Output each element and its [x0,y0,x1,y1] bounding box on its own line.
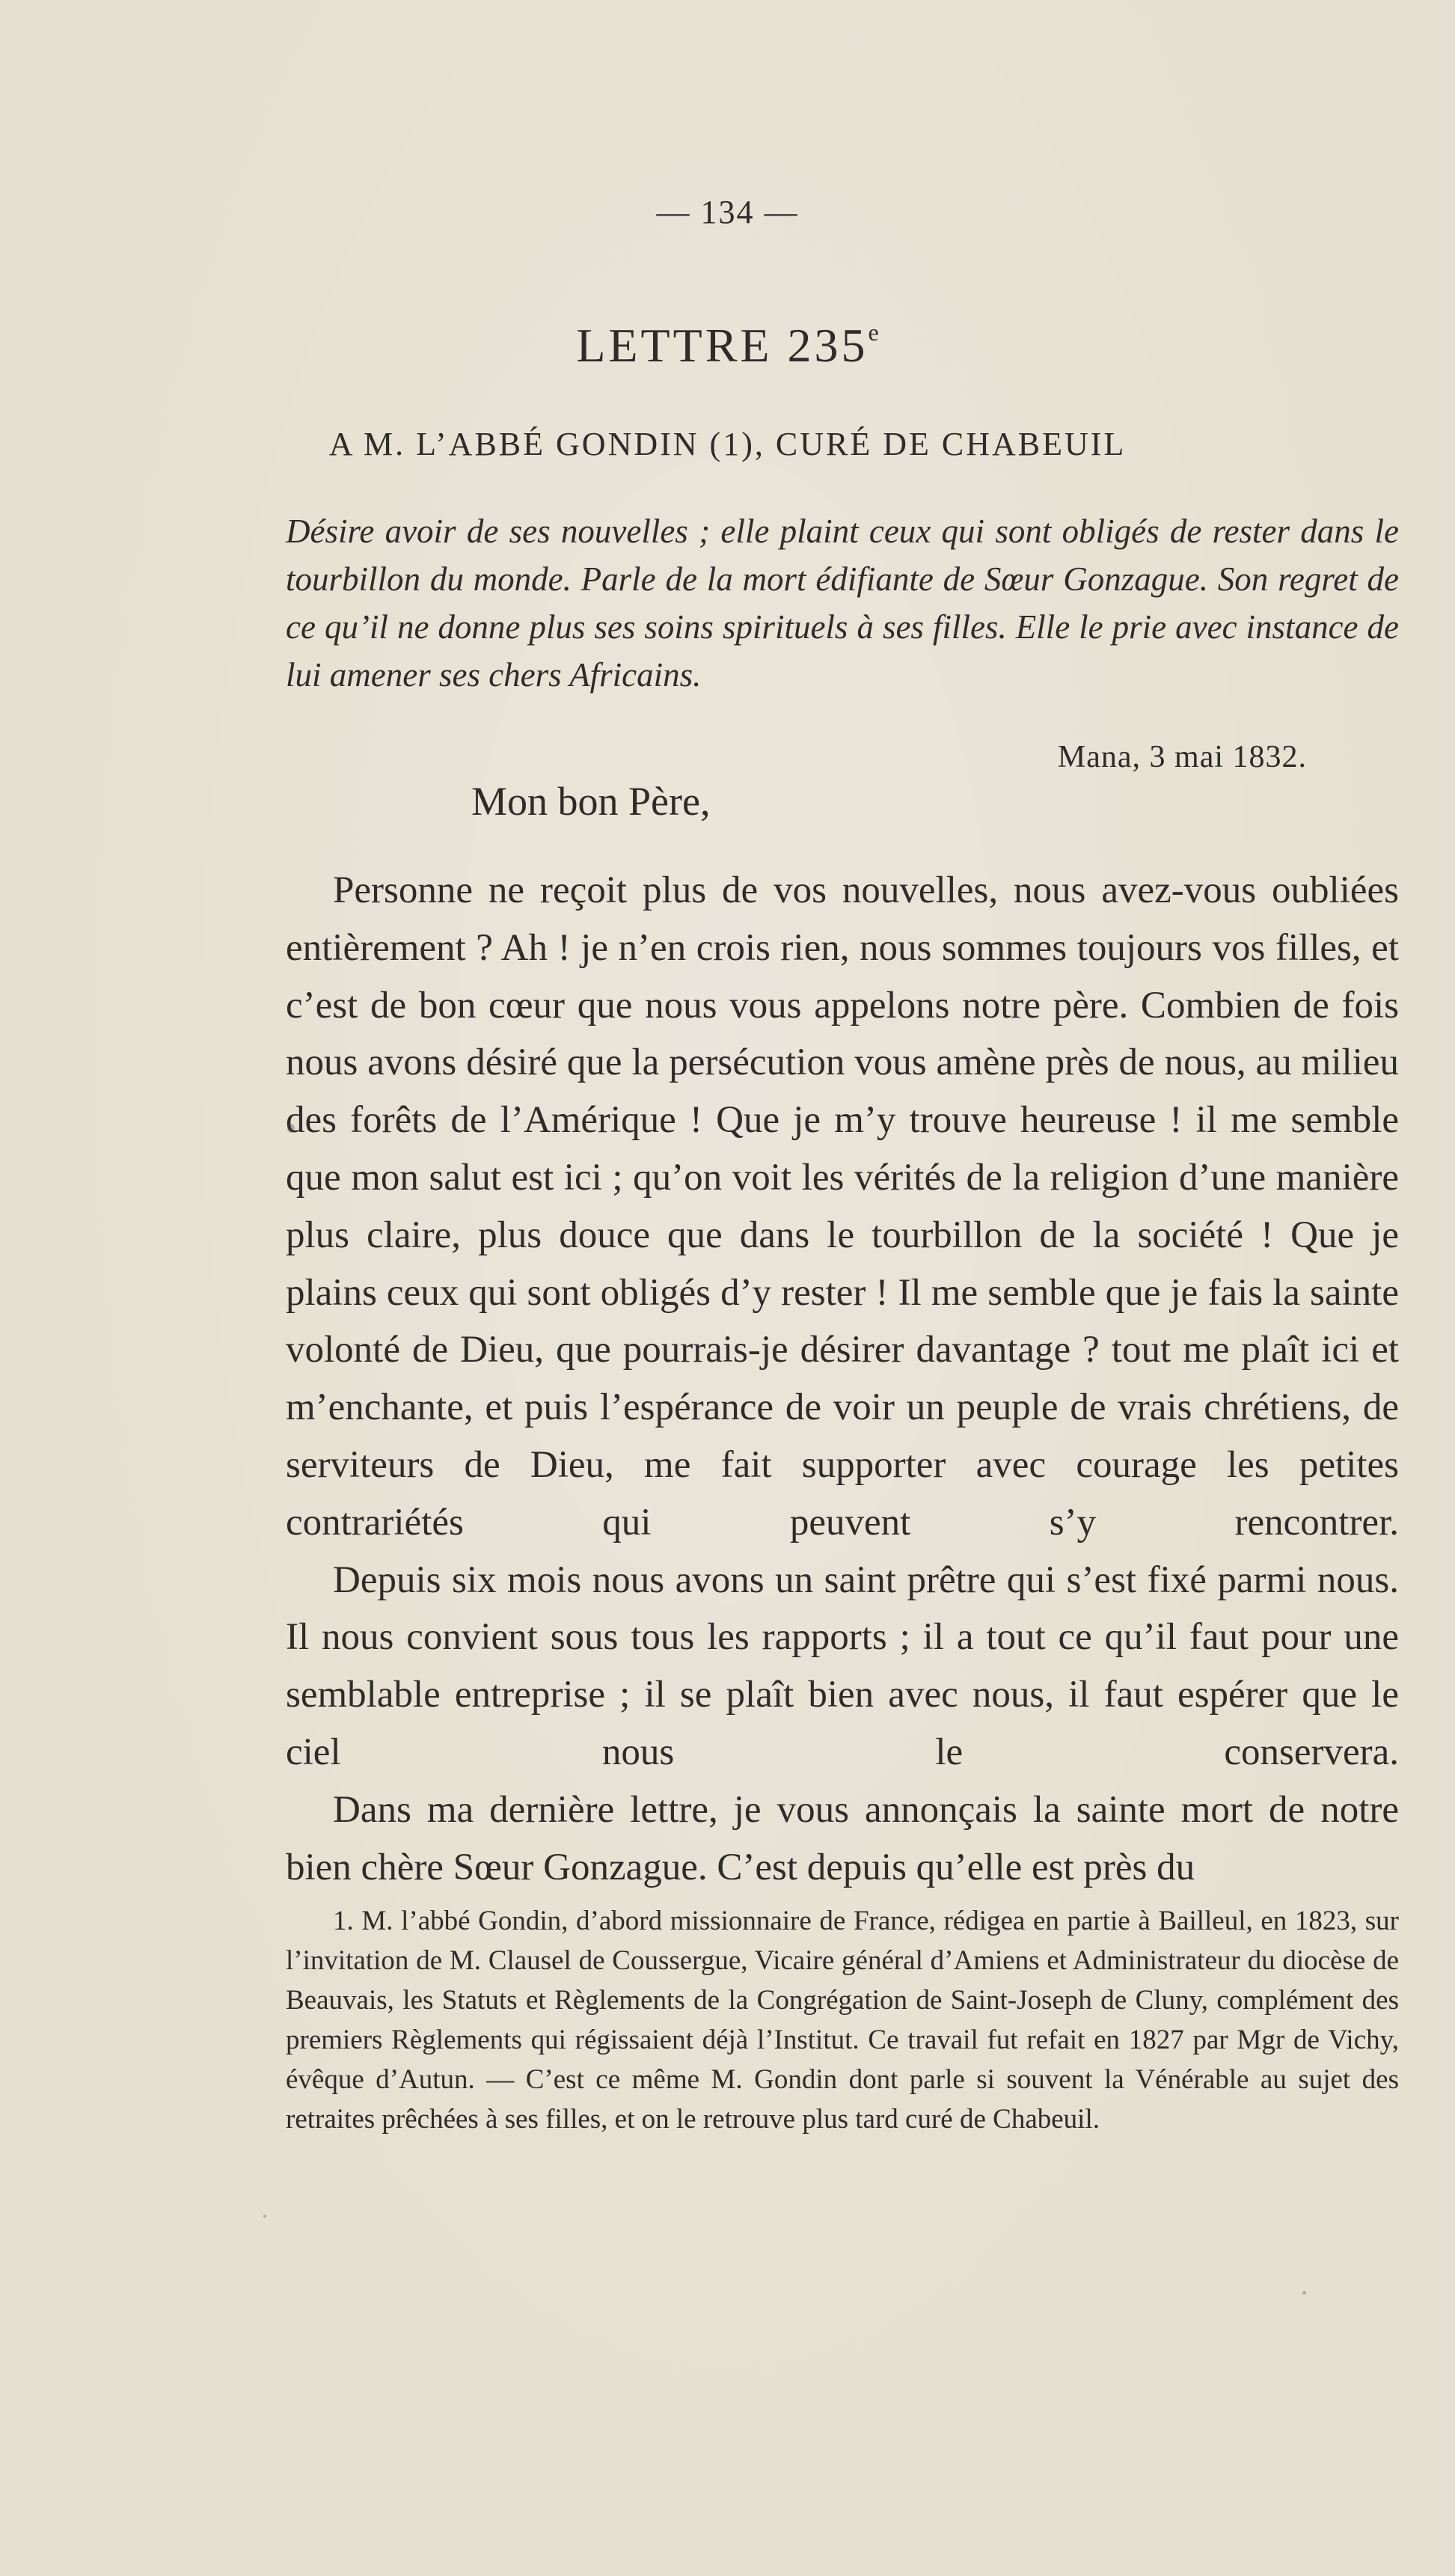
letter-body [286,862,1399,1896]
letter-title-text: LETTRE 235 [576,319,869,372]
footnote: 1. M. l’abbé Gondin, d’abord missionnaire de France, rédigea en partie à Bailleul, en 1823, sur l’invitation de M. Clausel de Coussergue, Vicaire général d’Amiens et Administrateur du diocèse de Beauvais, les Statuts et Règlements de la Congrégation de Saint-Joseph de Cluny, complément des premiers Règlements qui régissaient déjà l’Institut. Ce travail fut refait en 1827 par Mgr de Vichy, évêque d’Autun. — C’est ce même M. Gondin dont parle si souvent la Vénérable au sujet des retraites prêchées à ses filles, et on le retrouve plus tard curé de Chabeuil. [286,1906,1399,2135]
salutation: Mon bon Père, [471,779,711,824]
body-paragraph: Depuis six mois nous avons un saint prêtre qui s’est fixé parmi nous. Il nous convient sous tous les rapports ; il a tout ce qu’il faut pour une semblable entreprise ; il se plaît bien avec nous, il faut espérer que le ciel nous le conservera. [286,1558,1399,1773]
letter-recipient: A M. L’ABBÉ GONDIN (1), CURÉ DE CHABEUIL [328,426,1127,462]
paper-speck [287,1124,295,1133]
body-paragraph: Personne ne reçoit plus de vos nouvelles, nous avez-vous oubliées entièrement ? Ah ! je n’en crois rien, nous sommes toujours vos filles, et c’est de bon cœur que nous vous appelons notre père. Combien de fois nous avons désiré que la persécution vous amène près de nous, au milieu des forêts de l’Amérique ! Que je m’y trouve heureuse ! il me semble que mon salut est ici ; qu’on voit les vérités de la religion d’une manière plus claire, plus douce que dans le tourbillon de la société ! Que je plains ceux qui sont obligés d’y rester ! Il me semble que je fais la sainte volonté de Dieu, que pourrais-je désirer davantage ? tout me plaît ici et m’enchante, et puis l’espérance de voir un peuple de vrais chrétiens, de serviteurs de Dieu, me fait supporter avec courage les petites contrariétés qui peuvent s’y rencontrer. [286,869,1399,1544]
page-number: — 134 — [656,194,799,230]
place-date: Mana, 3 mai 1832. [1057,740,1307,774]
paper-speck [1302,2291,1306,2295]
letter-title-superscript: e [868,319,879,346]
body-paragraph: Dans ma dernière lettre, je vous annonçais la sainte mort de notre bien chère Sœur Gonzague. C’est depuis qu’elle est près du [286,1788,1399,1888]
letter-title [0,318,1455,373]
letter-summary: Désire avoir de ses nouvelles ; elle plaint ceux qui sont obligés de rester dans le tourbillon du monde. Parle de la mort édifiante de Sœur Gonzague. Son regret de ce qu’il ne donne plus ses soins spirituels à ses filles. Elle le prie avec instance de lui amener ses chers Africains. [286,513,1399,694]
paper-speck [263,2215,266,2218]
